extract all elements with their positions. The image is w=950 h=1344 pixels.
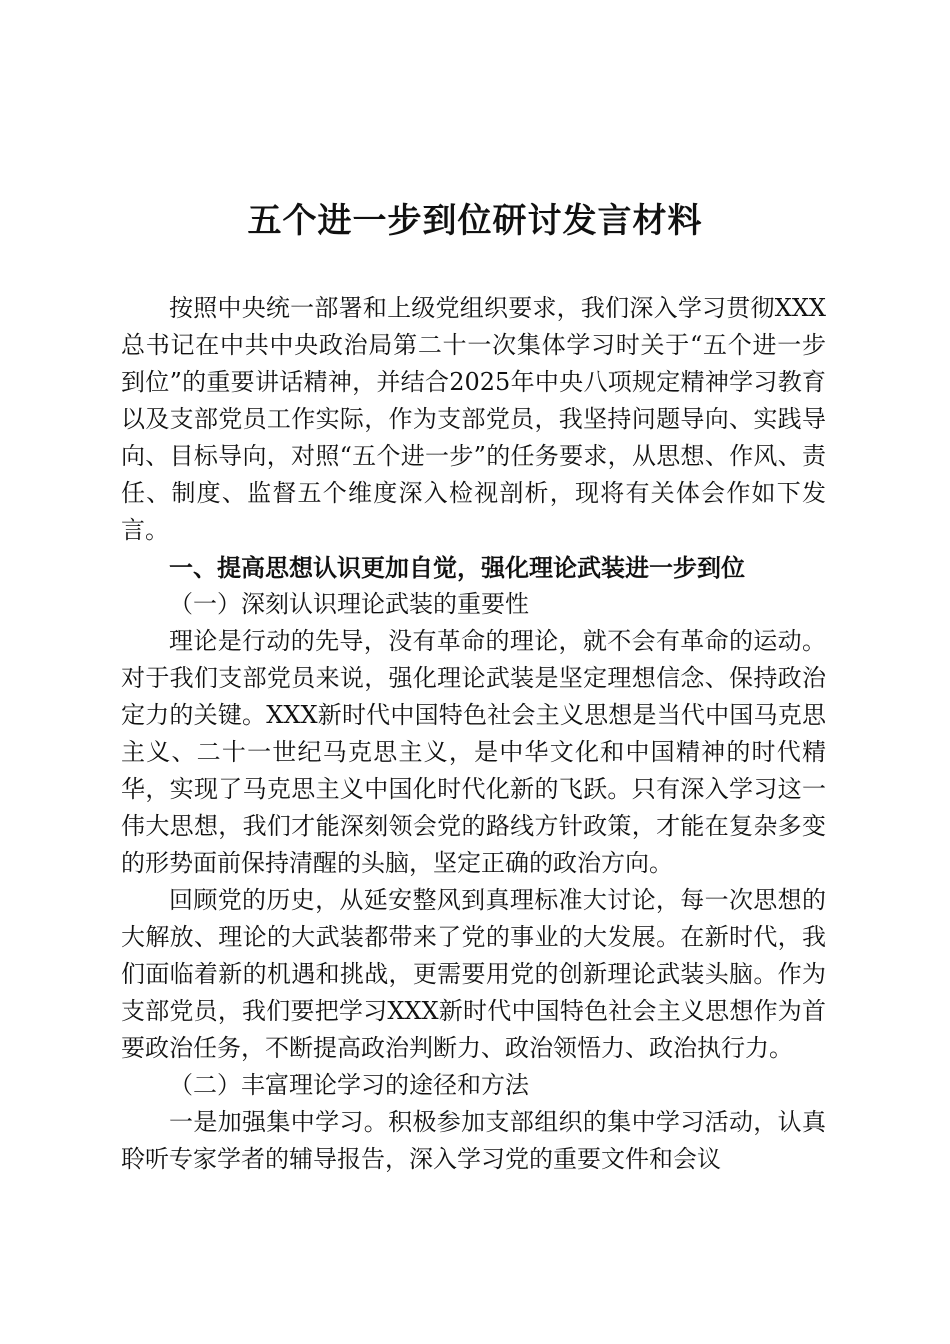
section-heading-1: 一、提高思想认识更加自觉，强化理论武装进一步到位 <box>169 553 745 582</box>
body-paragraph-3: 一是加强集中学习。积极参加支部组织的集中学习活动，认真聆听专家学者的辅导报告，深入学习党的重要文件和会议 <box>121 1108 826 1173</box>
subsection-heading-1: （一）深刻认识理论武装的重要性 <box>169 590 529 618</box>
document-body <box>121 290 826 1178</box>
subsection-heading-2: （二）丰富理论学习的途径和方法 <box>169 1071 529 1099</box>
body-paragraph-2: 回顾党的历史，从延安整风到真理标准大讨论，每一次思想的大解放、理论的大武装都带来了党的事业的大发展。在新时代，我们面临着新的机遇和挑战，更需要用党的创新理论武装头脑。作为支部党员，我们要把学习XXX新时代中国特色社会主义思想作为首要政治任务，不断提高政治判断力、政治领悟力、政治执行力。 <box>121 886 826 1062</box>
document-title: 五个进一步到位研讨发言材料 <box>247 201 703 241</box>
intro-paragraph: 按照中央统一部署和上级党组织要求，我们深入学习贯彻XXX总书记在中共中央政治局第二十一次集体学习时关于“五个进一步到位”的重要讲话精神，并结合2025年中央八项规定精神学习教育以及支部党员工作实际，作为支部党员，我坚持问题导向、实践导向、目标导向，对照“五个进一步”的任务要求，从思想、作风、责任、制度、监督五个维度深入检视剖析，现将有关体会作如下发言。 <box>121 294 826 544</box>
body-paragraph-1: 理论是行动的先导，没有革命的理论，就不会有革命的运动。对于我们支部党员来说，强化理论武装是坚定理想信念、保持政治定力的关键。XXX新时代中国特色社会主义思想是当代中国马克思主义、二十一世纪马克思主义，是中华文化和中国精神的时代精华，实现了马克思主义中国化时代化新的飞跃。只有深入学习这一伟大思想，我们才能深刻领会党的路线方针政策，才能在复杂多变的形势面前保持清醒的头脑，坚定正确的政治方向。 <box>121 627 826 877</box>
